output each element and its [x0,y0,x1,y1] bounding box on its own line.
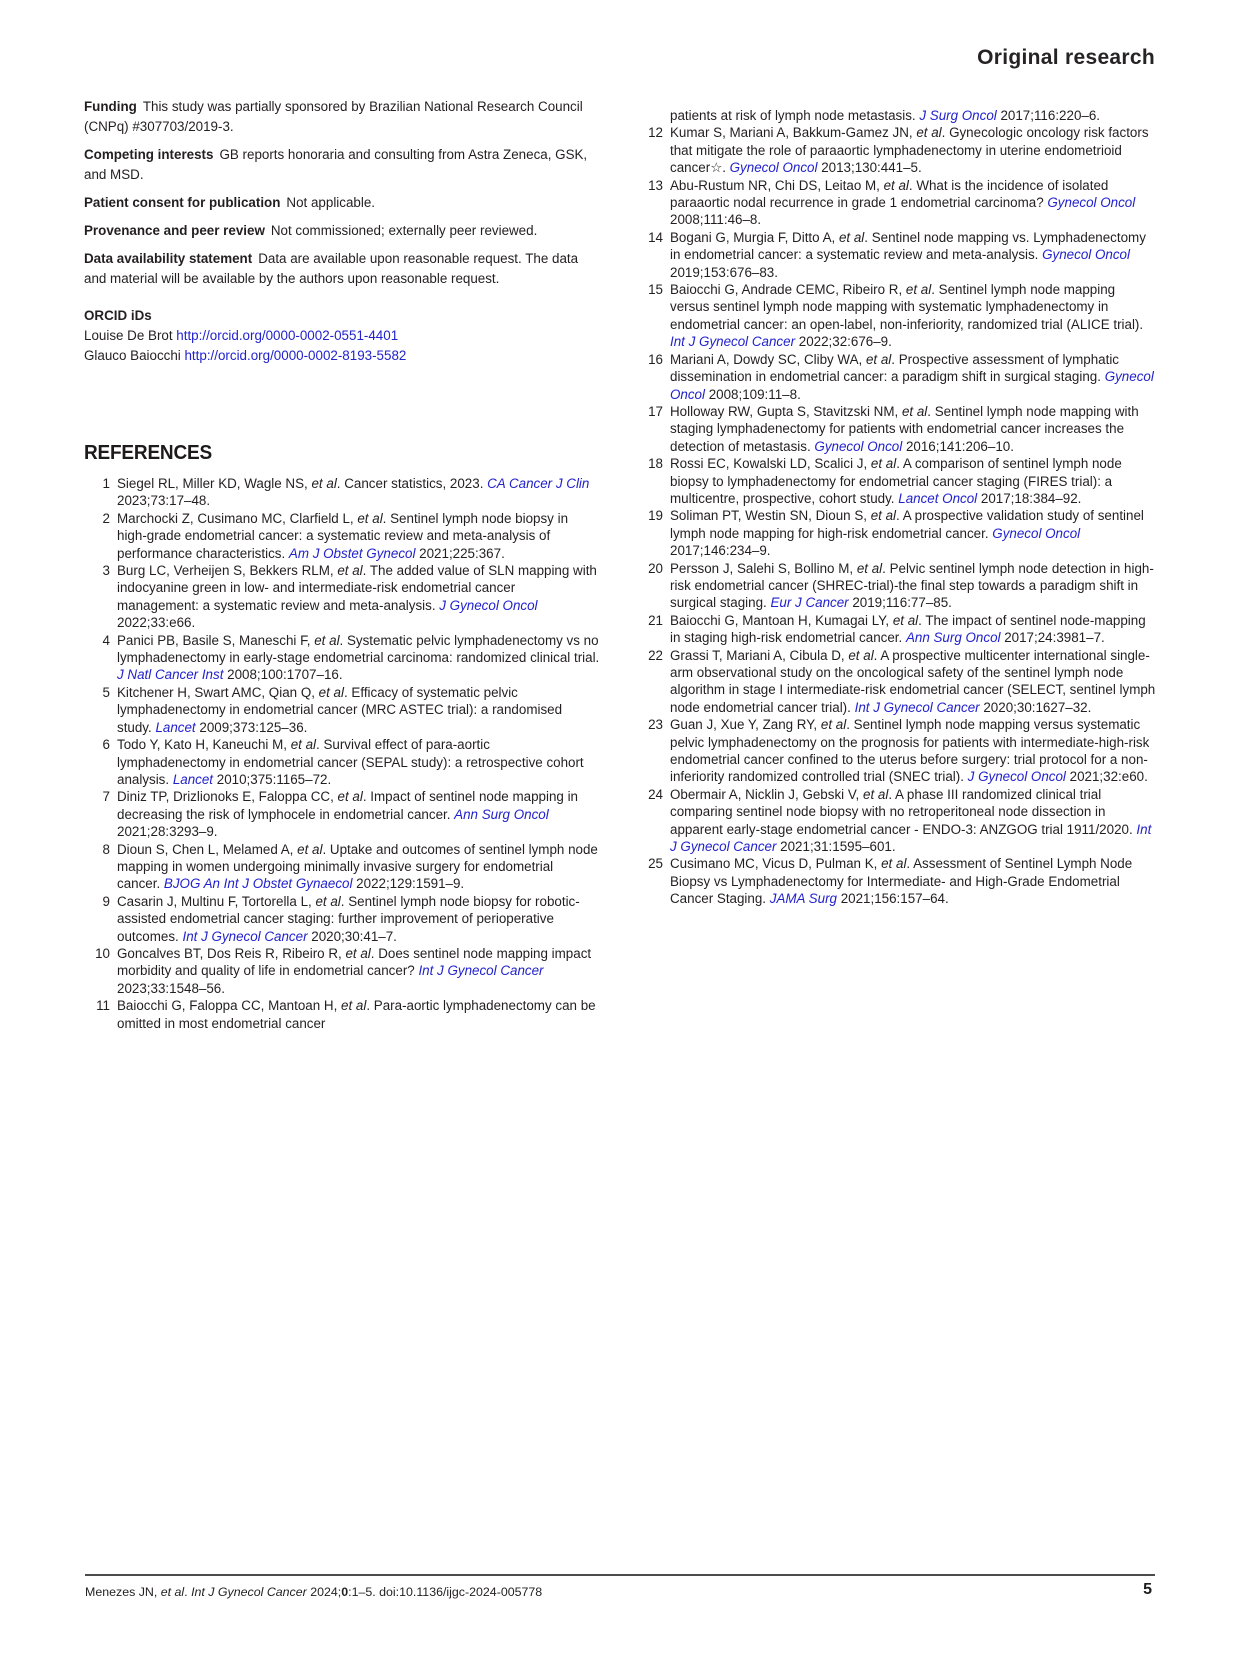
journal-link[interactable]: CA Cancer J Clin [487,476,590,491]
text-segment: Kumar S, Mariani A, Bakkum-Gamez JN, [670,125,917,141]
reference-number: 15 [648,282,663,298]
journal-link[interactable]: Int J Gynecol Cancer [418,963,544,979]
reference-text [117,945,600,997]
text-segment: . A comparison of sentinel lymph node biopsy to lymphadenectomy for endometrial cancer staging (FIRES trial): a multicentre, prospective, cohort study. [670,456,1122,506]
text-segment: . Assessment of Sentinel Lymph Node Biopsy vs Lymphadenectomy for Intermediate- and High-Grade Endometrial Cancer Staging. [670,856,1133,907]
note-paragraph [84,145,600,185]
reference-item [637,455,1158,507]
text-segment: Obermair A, Nicklin J, Gebski V, [670,786,863,802]
text-segment: Marchocki Z, Cusimano MC, Clarfield L, [117,510,358,526]
reference-text [670,229,1158,281]
reference-text [117,997,600,1032]
text-segment: patients at risk of lymph node metastasis. [670,108,920,123]
journal-link[interactable]: Lancet [155,719,196,735]
italic-text: et al [820,717,847,733]
journal-link[interactable]: Int J Gynecol Cancer [854,699,980,715]
note-text: GB reports honoraria and consulting from Astra Zeneca, GSK, and MSD. [84,147,588,182]
note-label: Provenance and peer review [84,223,265,238]
reference-text [670,716,1158,786]
text-segment: . [184,1585,192,1599]
reference-text [670,351,1158,403]
reference-text [670,612,1158,647]
italic-text: et al [865,351,892,367]
reference-text [117,632,600,684]
page-number: 5 [1143,1581,1152,1598]
text-segment: Diniz TP, Drizlionoks E, Faloppa CC, [117,789,338,805]
reference-number: 24 [648,786,663,802]
reference-text [670,855,1158,907]
text-segment: 2010;375:1165–72. [213,771,332,787]
reference-item [637,647,1158,717]
text-segment: . A prospective validation study of sentinel lymph node mapping for high-risk endometrial cancer. [670,508,1144,541]
reference-number: 12 [648,125,663,141]
text-segment: Grassi T, Mariani A, Cibula D, [670,647,849,663]
text-segment: . The impact of sentinel node-mapping in staging high-risk endometrial cancer. [670,612,1146,646]
bold-text: 0 [341,1585,349,1599]
orcid-heading: ORCID iDs [84,308,152,323]
text-segment: 2021;32:e60. [1065,769,1148,785]
right-column [637,97,1158,908]
text-segment: Kitchener H, Swart AMC, Qian Q, [117,684,319,700]
reference-text [670,124,1158,176]
references-list-left [84,475,600,1032]
reference-item [637,560,1158,612]
text-segment: Rossi EC, Kowalski LD, Scalici J, [670,456,871,472]
references-heading: REFERENCES [84,442,212,464]
journal-link[interactable]: Int J Gynecol Cancer [670,821,1152,855]
reference-text [117,510,600,562]
italic-text: et al [870,456,897,472]
journal-link[interactable]: Gynecol Oncol [1042,247,1130,263]
journal-link[interactable]: Gynecol Oncol [1047,195,1136,211]
reference-number: 4 [102,632,110,648]
journal-link[interactable]: Am J Obstet Gynecol [288,545,416,561]
reference-number: 19 [648,508,663,524]
italic-text: et al [314,632,340,648]
italic-text: et al [883,177,909,193]
orcid-section [84,306,600,366]
italic-text: et al [905,282,932,298]
reference-item [84,736,600,788]
reference-text [670,281,1158,351]
text-segment: . Para-aortic lymphadenectomy can be omitted in most endometrial cancer [117,998,596,1031]
reference-number: 8 [102,841,110,857]
reference-number: 21 [648,612,663,628]
note-paragraph [84,97,600,137]
text-segment: Mariani A, Dowdy SC, Cliby WA, [670,351,866,367]
italic-text: et al [341,998,367,1014]
reference-number: 6 [102,737,110,753]
text-segment: 2021;31:1595–601. [776,839,896,855]
italic-text: et al [337,563,363,579]
reference-item [637,403,1158,455]
text-segment: 2024; [306,1585,342,1599]
reference-number: 11 [96,998,110,1014]
italic-text: et al [881,856,907,872]
note-label: Patient consent for publication [84,195,281,210]
italic-text: et al [345,945,371,961]
orcid-name: Glauco Baiocchi [84,348,185,363]
orcid-entry [84,346,600,366]
text-segment: 2022;129:1591–9. [352,876,465,892]
italic-text: Int J Gynecol Cancer [191,1585,307,1599]
text-segment: 2019;153:676–83. [670,264,778,280]
text-segment: Todo Y, Kato H, Kaneuchi M, [117,737,291,753]
text-segment: 2021;225:367. [415,545,505,561]
text-segment: . Prospective assessment of lymphatic dissemination in endometrial cancer: a paradigm shift in surgical staging. [670,351,1119,385]
text-segment: . Sentinel lymph node mapping versus sentinel lymph node mapping with systematic lymphadenectomy in endometrial cancer: an open-label, non-inferiority, randomized trial (ALICE trial). [670,282,1144,332]
reference-number: 20 [648,560,663,576]
text-segment: . What is the incidence of isolated paraaortic nodal recurrence in grade 1 endometrial carcinoma? [670,177,1109,211]
journal-link[interactable]: JAMA Surg [769,891,837,907]
reference-number: 22 [648,647,663,663]
text-segment: . Does sentinel node mapping impact morbidity and quality of life in endometrial cancer? [117,945,592,979]
reference-number: 25 [648,856,663,872]
text-segment: Burg LC, Verheijen S, Bekkers RLM, [117,563,338,579]
text-segment: . Impact of sentinel node mapping in decreasing the risk of lymphocele in endometrial cancer. [117,789,578,822]
note-paragraph [84,221,600,241]
reference-text [117,841,600,893]
journal-link[interactable]: J Gynecol Oncol [439,597,538,613]
text-segment: Panici PB, Basile S, Maneschi F, [117,632,315,648]
reference-text [670,177,1158,229]
reference-number: 18 [648,456,663,472]
journal-link[interactable]: J Surg Oncol [919,108,997,123]
text-segment: . Pelvic sentinel lymph node detection in high-risk endometrial cancer (SHREC-trial)-the final step towards a paradigm shift in surgical staging. [670,560,1154,611]
text-segment: 2008;111:46–8. [670,212,762,228]
reference-item [84,475,600,510]
text-segment: Cusimano MC, Vicus D, Pulman K, [670,856,882,872]
text-segment: 2013;130:441–5. [817,160,922,176]
text-segment: Guan J, Xue Y, Zang RY, [670,717,821,733]
orcid-entries [84,326,600,366]
text-segment: 2023;73:17–48. [117,493,211,509]
orcid-entry [84,326,600,346]
italic-text: et al [870,508,897,524]
text-segment: Abu-Rustum NR, Chi DS, Leitao M, [670,177,884,193]
reference-item [637,612,1158,647]
note-label: Competing interests [84,147,214,162]
reference-number: 3 [102,563,110,579]
reference-number: 17 [648,403,663,419]
section-label: Original research [977,46,1155,69]
text-segment: . Sentinel node mapping vs. Lymphadenectomy in endometrial cancer: a systematic review and meta-analysis. [670,229,1146,263]
journal-link[interactable]: Ann Surg Oncol [905,630,1001,646]
text-segment: Soliman PT, Westin SN, Dioun S, [670,508,871,524]
text-segment: 2022;32:676–9. [795,334,892,350]
text-segment: Persson J, Salehi S, Bollino M, [670,560,857,576]
notes-section [84,97,600,289]
reference-number: 2 [102,510,110,526]
reference-item [84,562,600,632]
orcid-link[interactable]: http://orcid.org/0000-0002-0551-4401 [176,328,399,343]
italic-text: et al [290,737,317,753]
text-segment: . Gynecologic oncology risk factors that mitigate the role of paraaortic lymphadenectomy in uterine endometrioid cancer☆. [670,125,1149,176]
italic-text: et al [357,510,383,526]
left-column [84,97,600,1032]
journal-link[interactable]: Lancet [172,771,214,787]
journal-link[interactable]: BJOG An Int J Obstet Gynaecol [163,876,353,892]
reference-text [670,786,1158,856]
text-segment: Baiocchi G, Faloppa CC, Mantoan H, [117,998,342,1014]
text-segment: . Efficacy of systematic pelvic lymphadenectomy in endometrial cancer (MRC ASTEC trial): a randomised study. [117,684,563,735]
reference-number: 16 [648,351,663,367]
text-segment: 2008;109:11–8. [704,386,801,402]
reference-text [117,475,600,510]
journal-link[interactable]: Gynecol Oncol [670,369,1154,402]
text-segment: Baiocchi G, Andrade CEMC, Ribeiro R, [670,282,906,298]
journal-link[interactable]: J Natl Cancer Inst [117,667,224,683]
text-segment: . Cancer statistics, 2023. [336,476,488,491]
note-text: This study was partially sponsored by Brazilian National Research Council (CNPq) #307703/2019-3. [84,99,583,134]
italic-text: et al [848,647,874,663]
footer-rule [85,1574,1155,1576]
reference-item [84,997,600,1032]
text-segment: . Sentinel lymph node mapping versus systematic pelvic lymphadenectomy on the prognosis for patients with intermediate-high-risk endometrial cancer confined to the uterus before surgery: trial protocol for a non-inferiority randomized controlled trial (SNEC trial). [670,717,1150,785]
text-segment: Casarin J, Multinu F, Tortorella L, [117,893,316,909]
text-segment: 2017;18:384–92. [977,490,1082,506]
text-segment: 2009;373:125–36. [195,719,308,735]
reference-number: 9 [102,893,110,909]
journal-link[interactable]: Ann Surg Oncol [454,806,549,822]
journal-link[interactable]: Int J Gynecol Cancer [182,928,308,944]
reference-number: 13 [648,177,663,193]
text-segment: 2017;116:220–6. [996,108,1101,123]
journal-link[interactable]: J Gynecol Oncol [967,769,1066,785]
italic-text: et al [916,125,942,141]
reference-item [84,788,600,840]
reference-item [637,124,1158,176]
reference-text [117,893,600,945]
text-segment: . Systematic pelvic lymphadenectomy vs no lymphadenectomy in early-stage endometrial carcinoma: randomized clinical trial. [117,632,600,666]
page-header [977,46,1155,70]
text-segment: Baiocchi G, Mantoan H, Kumagai LY, [670,612,893,628]
italic-text: et al [160,1585,185,1599]
reference-text [117,788,600,840]
journal-link[interactable]: Gynecol Oncol [992,525,1081,541]
text-segment: 2021;156:157–64. [836,891,949,907]
reference-text [670,560,1158,612]
italic-text: et al [901,403,928,419]
reference-item [84,945,600,997]
journal-link[interactable]: Gynecol Oncol [814,438,903,454]
note-paragraph [84,193,600,213]
journal-link[interactable]: Int J Gynecol Cancer [670,334,796,350]
text-segment: 2017;146:234–9. [670,543,771,559]
footer-citation [85,1585,542,1599]
reference-number: 10 [95,945,110,961]
italic-text: et al [892,612,919,628]
reference-number: 5 [102,684,110,700]
text-segment: . Uptake and outcomes of sentinel lymph node mapping in women undergoing minimally invasive surgery for endometrial cancer. [117,841,598,892]
reference-number: 7 [102,789,110,805]
text-segment: 2008;100:1707–16. [223,667,343,683]
text-segment: . The added value of SLN mapping with indocyanine green in low- and intermediate-risk endometrial cancer management: a systematic review and meta-analysis. [117,563,597,613]
reference-item [637,229,1158,281]
reference-item [84,841,600,893]
reference-text [670,455,1158,507]
text-segment: . A prospective multicenter international single-arm observational study on the oncological safety of the sentinel lymph node algorithm in stage I intermediate-risk endometrial cancer (SELECT, sentinel lymph node endometrial cancer trial). [670,647,1156,715]
text-segment: 2022;33:e66. [117,615,196,631]
italic-text: et al [311,476,337,491]
reference-item [84,632,600,684]
reference-text [117,736,600,788]
text-segment: Goncalves BT, Dos Reis R, Ribeiro R, [117,945,346,961]
italic-text: et al [856,560,883,576]
text-segment: 2017;24:3981–7. [1000,630,1105,646]
text-segment: Dioun S, Chen L, Melamed A, [117,841,298,857]
text-segment: . Sentinel lymph node biopsy in high-grade endometrial cancer: a systematic review and meta-analysis of performance characteristics. [117,510,569,561]
reference-item [637,281,1158,351]
reference-text [670,403,1158,455]
reference-item [84,684,600,736]
text-segment: Holloway RW, Gupta S, Stavitzski NM, [670,403,902,419]
text-segment: . Sentinel lymph node biopsy for robotic-assisted endometrial cancer staging: further improvement of perioperative outcomes. [117,893,580,944]
reference-text [670,647,1158,717]
reference-item [84,893,600,945]
italic-text: et al [838,229,865,245]
italic-text: et al [337,789,363,805]
italic-text: et al [315,893,341,909]
text-segment: Menezes JN, [85,1585,161,1599]
note-paragraph [84,249,600,289]
reference-text [670,107,1158,124]
note-label: Funding [84,99,137,114]
reference-text [670,507,1158,559]
text-segment: . A phase III randomized clinical trial comparing sentinel node biopsy with no retroperitoneal node dissection in apparent early-stage endometrial cancer - ENDO-3: ANZGOG trial 1911/2020. [670,786,1137,837]
journal-link[interactable]: Lancet Oncol [898,490,978,506]
italic-text: et al [863,786,889,802]
reference-item [637,351,1158,403]
note-label: Data availability statement [84,251,253,266]
text-segment: 2020;30:41–7. [307,928,397,944]
reference-number: 1 [102,476,110,491]
reference-number [637,107,663,124]
reference-item [637,177,1158,229]
reference-item [637,786,1158,856]
text-segment: Bogani G, Murgia F, Ditto A, [670,229,839,245]
orcid-link[interactable]: http://orcid.org/0000-0002-8193-5582 [184,348,407,363]
text-segment: Siegel RL, Miller KD, Wagle NS, [117,476,312,491]
note-text: Not applicable. [286,195,376,210]
text-segment: . Sentinel lymph node mapping with staging lymphadenectomy for patients with endometrial cancer increases the detection of metastasis. [670,403,1139,454]
text-segment: 2023;33:1548–56. [117,980,225,996]
text-segment: . Survival effect of para-aortic lymphadenectomy in endometrial cancer (SEPAL study): a retrospective cohort analysis. [117,737,584,787]
text-segment: :1–5. doi:10.1136/ijgc-2024-005778 [348,1585,543,1599]
reference-text [117,562,600,632]
text-segment: 2021;28:3293–9. [117,824,218,840]
reference-item [637,716,1158,786]
reference-number: 23 [648,717,663,733]
italic-text: et al [318,684,344,700]
journal-link[interactable]: Eur J Cancer [770,595,849,611]
text-segment: 2016;141:206–10. [902,438,1014,454]
journal-link[interactable]: Gynecol Oncol [729,160,818,176]
note-text: Data are available upon reasonable request. The data and material will be available by the authors upon reasonable request. [84,251,579,286]
reference-item [637,107,1158,124]
reference-item [637,855,1158,907]
orcid-name: Louise De Brot [84,328,177,343]
reference-number: 14 [648,229,663,245]
reference-item [84,510,600,562]
text-segment: 2019;116:77–85. [848,595,952,611]
reference-text [117,684,600,736]
references-list-right [637,107,1158,908]
text-segment: 2020;30:1627–32. [979,699,1092,715]
italic-text: et al [297,841,323,857]
reference-item [637,507,1158,559]
note-text: Not commissioned; externally peer reviewed. [270,223,538,238]
